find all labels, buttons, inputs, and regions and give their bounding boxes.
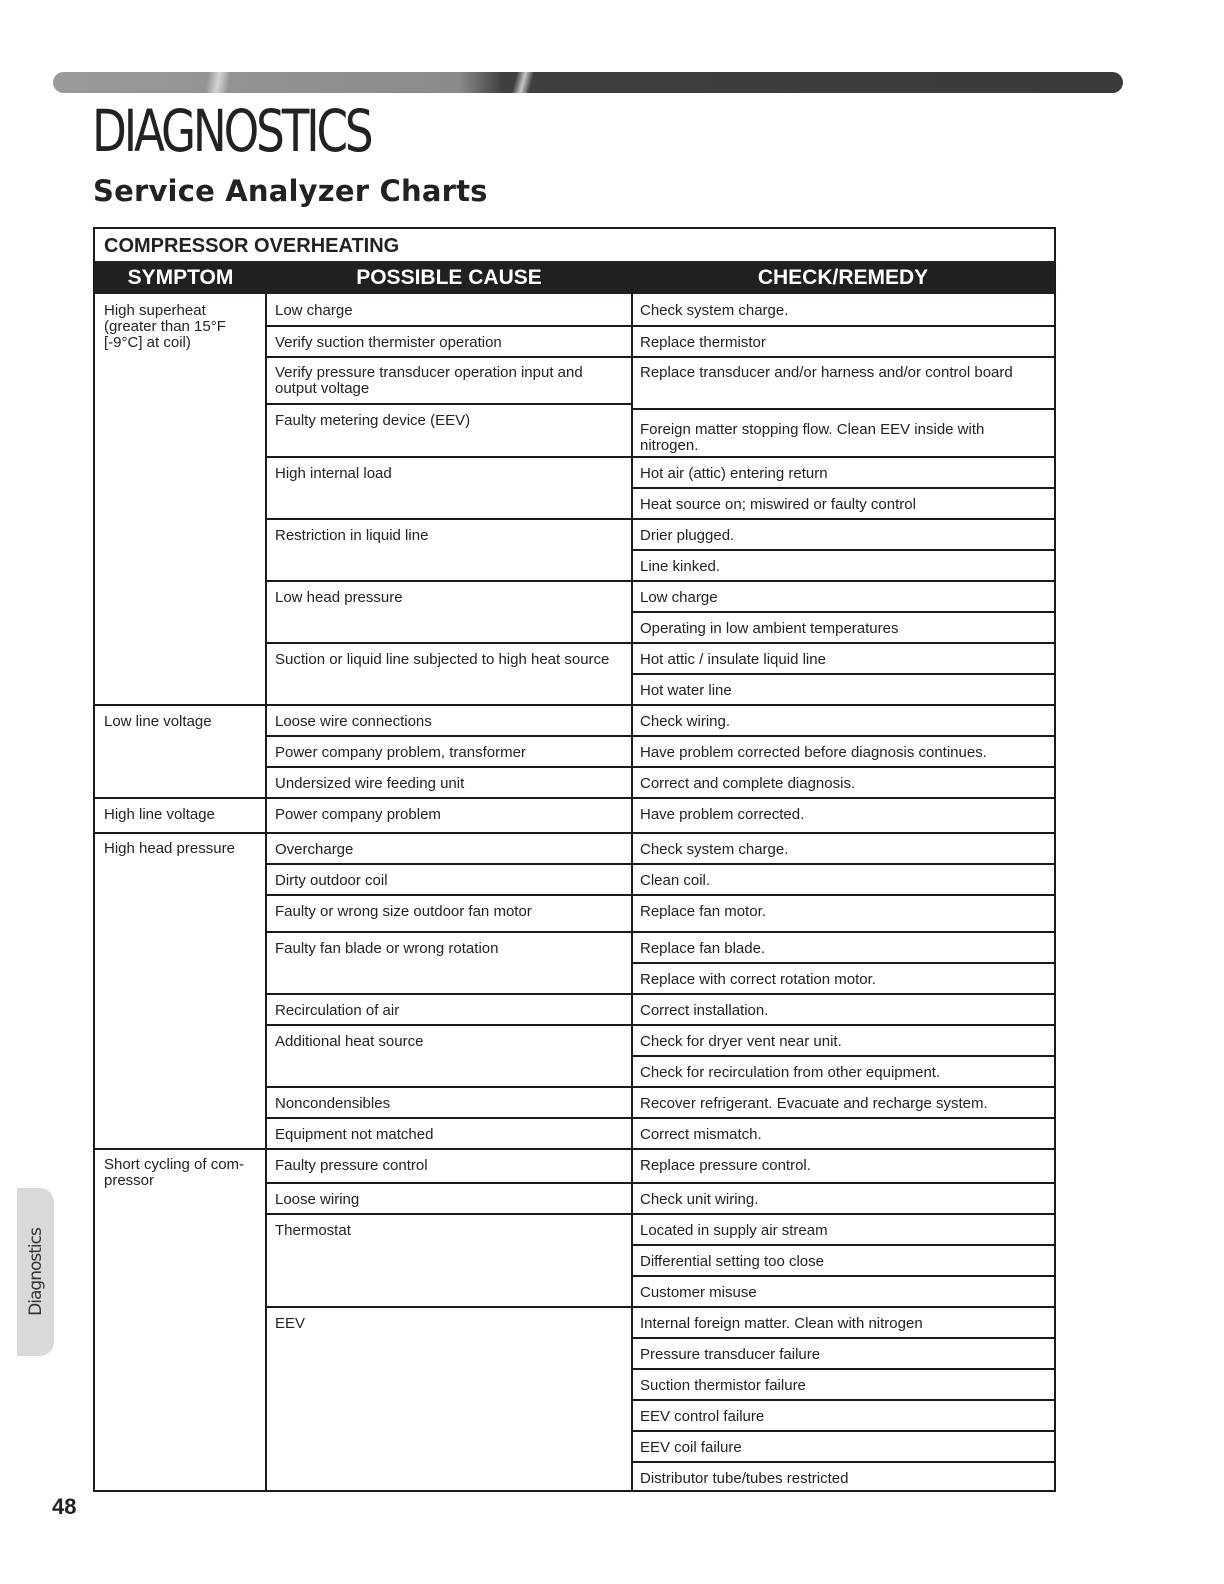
row-divider — [265, 863, 631, 865]
row-divider — [265, 704, 631, 706]
remedy-cell: Check unit wiring. — [640, 1191, 759, 1208]
remedy-cell: Located in supply air stream — [640, 1222, 828, 1239]
cause-cell: Overcharge — [275, 841, 354, 858]
row-divider — [95, 832, 265, 834]
page-number: 48 — [52, 1494, 77, 1519]
row-divider — [265, 1182, 631, 1184]
remedy-cell: Differential setting too close — [640, 1253, 824, 1270]
row-divider — [631, 1213, 1054, 1215]
row-divider — [265, 1086, 631, 1088]
remedy-cell: Operating in low ambient temperatures — [640, 620, 899, 637]
cause-cell: Faulty metering device (EEV) — [275, 412, 471, 429]
row-divider — [631, 1306, 1054, 1308]
remedy-cell: Line kinked. — [640, 558, 721, 575]
remedy-cell: Replace fan blade. — [640, 940, 766, 957]
row-divider — [631, 894, 1054, 896]
header-check-remedy: CHECK/REMEDY — [757, 266, 929, 289]
row-divider — [631, 863, 1054, 865]
cause-cell: Thermostat — [275, 1222, 351, 1239]
row-divider — [631, 1086, 1054, 1088]
cause-cell: Faulty pressure control — [275, 1157, 428, 1174]
column-divider — [631, 293, 633, 1491]
service-analyzer-chart — [93, 227, 1056, 1492]
row-divider — [631, 766, 1054, 768]
row-divider — [265, 993, 631, 995]
cause-cell: Equipment not matched — [275, 1126, 434, 1143]
remedy-cell: Hot water line — [640, 682, 732, 699]
header-possible-cause: POSSIBLE CAUSE — [356, 266, 542, 289]
remedy-cell: Check system charge. — [640, 841, 789, 858]
remedy-cell: Correct mismatch. — [640, 1126, 762, 1143]
remedy-cell: Recover refrigerant. Evacuate and recharge system. — [640, 1095, 988, 1112]
cause-cell: Verify suction thermister operation — [275, 334, 502, 351]
chart-header-row — [95, 261, 1054, 294]
row-divider — [631, 1117, 1054, 1119]
row-divider — [631, 1461, 1054, 1463]
row-divider — [265, 518, 631, 520]
row-divider — [265, 356, 631, 358]
row-divider — [631, 1337, 1054, 1339]
bar-highlight — [163, 72, 273, 93]
row-divider — [265, 1117, 631, 1119]
row-divider — [631, 993, 1054, 995]
cause-cell: Low charge — [275, 302, 353, 319]
row-divider — [631, 704, 1054, 706]
cause-cell: Dirty outdoor coil — [275, 872, 388, 889]
row-divider — [265, 456, 631, 458]
cause-cell: EEV — [275, 1315, 306, 1332]
row-divider — [631, 325, 1054, 327]
row-divider — [631, 735, 1054, 737]
remedy-cell: Replace transducer and/or harness and/or control board — [640, 364, 1013, 381]
row-divider — [631, 1055, 1054, 1057]
symptom-cell: Low line voltage — [104, 713, 212, 730]
remedy-cell: Low charge — [640, 589, 718, 606]
cause-cell: Faulty fan blade or wrong rotation — [275, 940, 499, 957]
row-divider — [631, 931, 1054, 933]
column-divider — [265, 293, 267, 1491]
row-divider — [631, 549, 1054, 551]
row-divider — [265, 735, 631, 737]
remedy-cell: Hot attic / insulate liquid line — [640, 651, 826, 668]
remedy-cell: Check wiring. — [640, 713, 731, 730]
remedy-cell: EEV coil failure — [640, 1439, 742, 1456]
row-divider — [631, 356, 1054, 358]
remedy-cell: Have problem corrected. — [640, 806, 805, 823]
cause-cell: Loose wiring — [275, 1191, 360, 1208]
section-side-tab — [17, 1188, 54, 1356]
row-divider — [631, 408, 1054, 410]
cause-cell: High internal load — [275, 465, 392, 482]
page-title: DIAGNOSTICS — [92, 97, 371, 165]
row-divider — [95, 1148, 265, 1150]
remedy-cell: Correct installation. — [640, 1002, 769, 1019]
row-divider — [265, 642, 631, 644]
row-divider — [631, 797, 1054, 799]
row-divider — [95, 704, 265, 706]
remedy-cell: Hot air (attic) entering return — [640, 465, 828, 482]
cause-cell: Verify pressure transducer operation input and output voltage — [275, 364, 583, 397]
row-divider — [631, 518, 1054, 520]
remedy-cell: Check for dryer vent near unit. — [640, 1033, 842, 1050]
remedy-cell: Customer misuse — [640, 1284, 757, 1301]
row-divider — [265, 1024, 631, 1026]
header-decorative-bar — [53, 72, 1123, 93]
remedy-cell: Clean coil. — [640, 872, 711, 889]
row-divider — [631, 1244, 1054, 1246]
cause-cell: Low head pressure — [275, 589, 403, 606]
row-divider — [265, 580, 631, 582]
remedy-cell: Replace thermistor — [640, 334, 766, 351]
cause-cell: Suction or liquid line subjected to high heat source — [275, 651, 610, 668]
chart-title: COMPRESSOR OVERHEATING — [104, 235, 400, 257]
side-tab-label: Diagnostics — [25, 1228, 46, 1316]
row-divider — [631, 1430, 1054, 1432]
remedy-cell: Replace with correct rotation motor. — [640, 971, 876, 988]
cause-cell: Noncondensibles — [275, 1095, 391, 1112]
row-divider — [631, 832, 1054, 834]
symptom-cell: Short cycling of com-pressor — [104, 1156, 245, 1189]
row-divider — [631, 1368, 1054, 1370]
row-divider — [265, 1213, 631, 1215]
row-divider — [265, 403, 631, 405]
row-divider — [631, 1182, 1054, 1184]
symptom-cell: High superheat (greater than 15°F [-9°C] at coil) — [104, 302, 226, 351]
bar-highlight — [483, 72, 563, 93]
row-divider — [265, 894, 631, 896]
remedy-cell: Have problem corrected before diagnosis continues. — [640, 744, 987, 761]
cause-cell: Faulty or wrong size outdoor fan motor — [275, 903, 532, 920]
cause-cell: Power company problem, transformer — [275, 744, 526, 761]
page-subtitle: Service Analyzer Charts — [93, 174, 488, 208]
row-divider — [265, 1306, 631, 1308]
cause-cell: Loose wire connections — [275, 713, 432, 730]
row-divider — [265, 797, 631, 799]
cause-cell: Recirculation of air — [275, 1002, 400, 1019]
row-divider — [265, 766, 631, 768]
cause-cell: Restriction in liquid line — [275, 527, 429, 544]
row-divider — [631, 642, 1054, 644]
cause-cell: Additional heat source — [275, 1033, 424, 1050]
row-divider — [631, 456, 1054, 458]
remedy-cell: Check system charge. — [640, 302, 789, 319]
remedy-cell: Heat source on; miswired or faulty control — [640, 496, 916, 513]
row-divider — [631, 487, 1054, 489]
row-divider — [631, 962, 1054, 964]
remedy-cell: Replace fan motor. — [640, 903, 766, 920]
cause-cell: Power company problem — [275, 806, 441, 823]
cause-cell: Undersized wire feeding unit — [275, 775, 465, 792]
remedy-cell: Replace pressure control. — [640, 1157, 811, 1174]
remedy-cell: Internal foreign matter. Clean with nitrogen — [640, 1315, 923, 1332]
remedy-cell: Check for recirculation from other equipment. — [640, 1064, 941, 1081]
row-divider — [631, 611, 1054, 613]
row-divider — [265, 325, 631, 327]
remedy-cell: Foreign matter stopping flow. Clean EEV inside with nitrogen. — [640, 421, 985, 454]
row-divider — [631, 1024, 1054, 1026]
remedy-cell: Distributor tube/tubes restricted — [640, 1470, 849, 1487]
row-divider — [631, 580, 1054, 582]
row-divider — [265, 1148, 631, 1150]
row-divider — [631, 1148, 1054, 1150]
symptom-cell: High line voltage — [104, 806, 215, 823]
row-divider — [631, 1399, 1054, 1401]
remedy-cell: Correct and complete diagnosis. — [640, 775, 856, 792]
row-divider — [265, 832, 631, 834]
remedy-cell: Suction thermistor failure — [640, 1377, 806, 1394]
symptom-cell: High head pressure — [104, 840, 235, 857]
row-divider — [265, 931, 631, 933]
row-divider — [95, 797, 265, 799]
remedy-cell: Drier plugged. — [640, 527, 735, 544]
row-divider — [631, 673, 1054, 675]
header-symptom: SYMPTOM — [127, 266, 234, 289]
row-divider — [631, 1275, 1054, 1277]
remedy-cell: EEV control failure — [640, 1408, 765, 1425]
remedy-cell: Pressure transducer failure — [640, 1346, 821, 1363]
